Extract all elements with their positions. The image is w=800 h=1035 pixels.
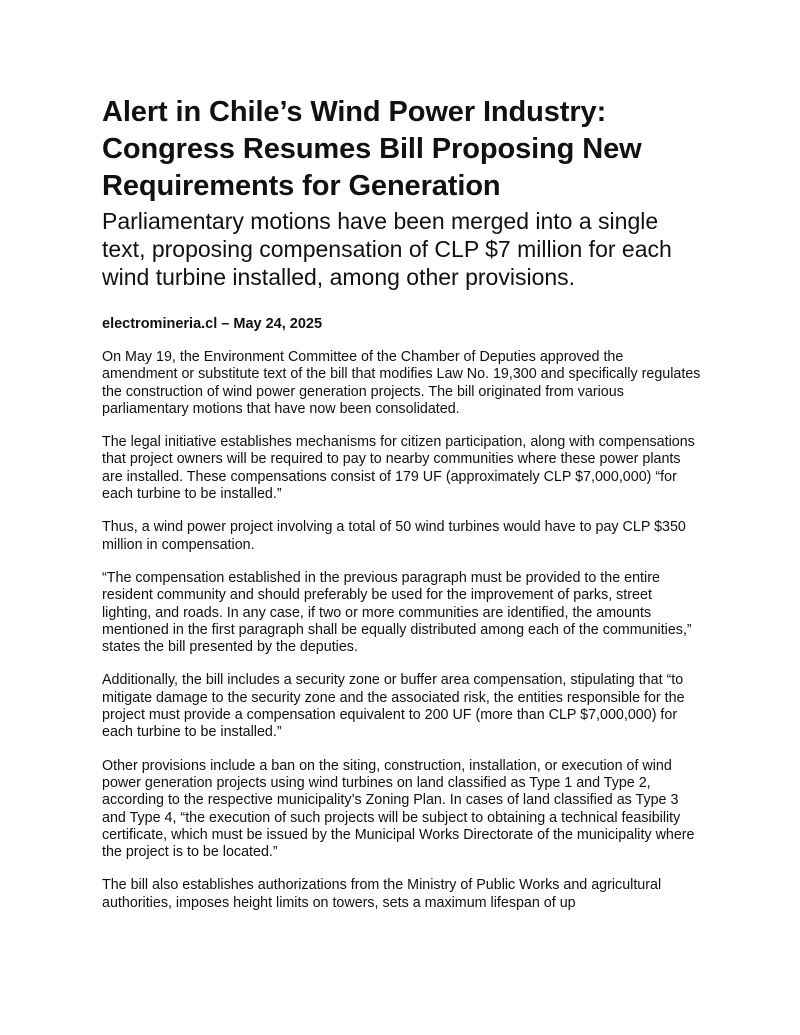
article-subtitle: Parliamentary motions have been merged into a single text, proposing compensation of CLP $7 million for each wind turbine installed, among other provisions. [102,208,672,290]
article-title: Alert in Chile’s Wind Power Industry: Congress Resumes Bill Proposing New Requirements for Generation [102,96,642,202]
article-body [102,349,702,912]
body-paragraph: Thus, a wind power project involving a total of 50 wind turbines would have to pay CLP $350 million in compensation. [102,519,686,553]
document-page [102,94,702,928]
body-paragraph: “The compensation established in the previous paragraph must be provided to the entire resident community and should preferably be used for the improvement of parks, street lighting, and roads. In any case, if two or more communities are identified, the amounts mentioned in the first paragraph shall be equally distributed among each of the communities,” states the bill presented by the deputies. [102,569,692,656]
body-paragraph: Additionally, the bill includes a security zone or buffer area compensation, stipulating that “to mitigate damage to the security zone and the associated risk, the entities responsible for the project must provide a compensation equivalent to 200 UF (more than CLP $7,000,000) for each turbine to be installed.” [102,672,685,741]
body-paragraph: On May 19, the Environment Committee of the Chamber of Deputies approved the amendment or substitute text of the bill that modifies Law No. 19,300 and specifically regulates the construction of wind power generation projects. The bill originated from various parliamentary motions that have now been consolidated. [102,349,701,417]
body-paragraph: Other provisions include a ban on the siting, construction, installation, or execution of wind power generation projects using wind turbines on land classified as Type 1 and Type 2, according to the respective municipality’s Zoning Plan. In cases of land classified as Type 3 and Type 4, “the execution of such projects will be subject to obtaining a technical feasibility certificate, which must be issued by the Municipal Works Directorate of the municipality where the project is to be located.” [102,757,695,861]
body-paragraph: The legal initiative establishes mechanisms for citizen participation, along with compensations that project owners will be required to pay to nearby communities where these power plants are installed. These compensations consist of 179 UF (approximately CLP $7,000,000) “for each turbine to be installed.” [102,434,695,503]
article-byline: electromineria.cl – May 24, 2025 [102,316,323,332]
body-paragraph: The bill also establishes authorizations from the Ministry of Public Works and agricultural authorities, imposes height limits on towers, sets a maximum lifespan of up [102,877,662,911]
